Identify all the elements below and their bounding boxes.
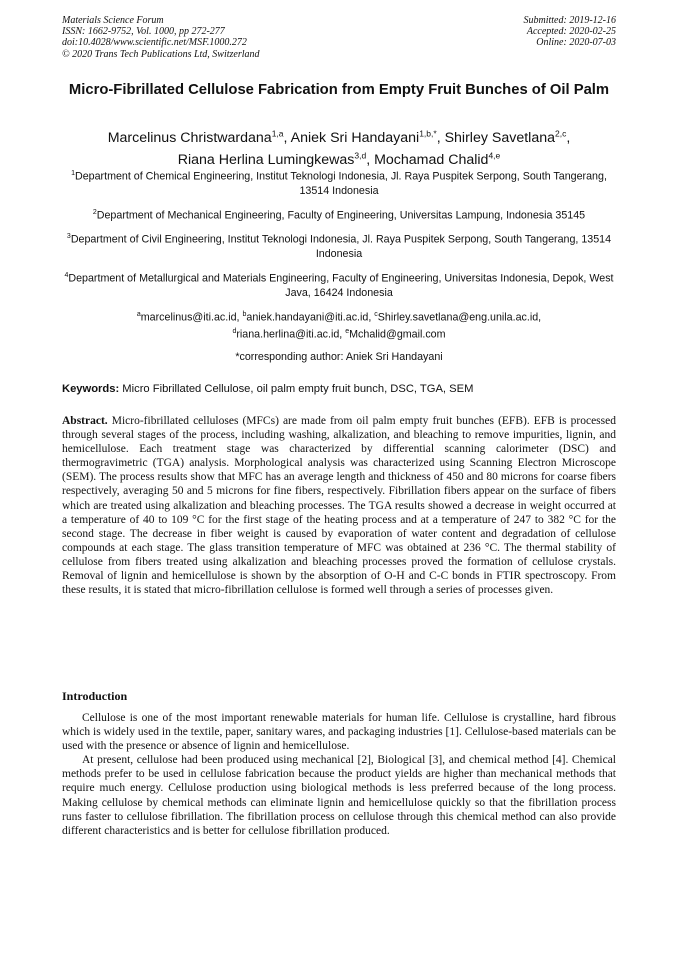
introduction-body (62, 711, 616, 838)
email: Mchalid@gmail.com (349, 328, 446, 341)
abstract-label: Abstract. (62, 415, 108, 427)
journal-doi: doi:10.4028/www.scientific.net/MSF.1000.272 (62, 37, 247, 49)
paragraph: At present, cellulose had been produced using mechanical [2], Biological [3], and chemical method [4]. Chemical methods prefer to be used in cellulose fabrication because the product yields are higher than mechanical methods that require much energy. Cellulose production using biological methods is less preferred because of the long process. Making cellulose by chemical methods can eliminate lignin and hemicellulose quickly so that the fibrillation process runs faster to cellulose fibrillation. The fibrillation process on cellulose through this chemical method can also provide different characteristics and is better for cellulose fibrillation produced. (62, 754, 616, 837)
accepted-date: Accepted: 2020-02-25 (526, 26, 616, 38)
author: Shirley Savetlana$^{2,c}$, (444, 128, 571, 146)
author: Riana Herlina Lumingkewas$^{3,d}$, (177, 150, 375, 169)
paper-title: Micro-Fibrillated Cellulose Fabrication from Empty Fruit Bunches of Oil Palm (68, 82, 610, 98)
paragraph: Cellulose is one of the most important renewable materials for human life. Cellulose is crystalline, hard fibrous which is widely used in the textile, paper, sanitary wares, and packaging industries [1]. Cellulose-based materials can be used with the presence or absence of lignin and hemicellulose. (62, 712, 616, 753)
affiliations (62, 167, 616, 364)
author-list (62, 124, 616, 169)
corresponding-author: *corresponding author: Aniek Sri Handayani (235, 350, 443, 363)
abstract-text: Micro-fibrillated celluloses (MFCs) are made from oil palm empty fruit bunches (EFB). EFB is processed through several stages of the process, including washing, alkalization, and bleaching to remove impurities, lignin, and hemicellulose. Each treatment stage was characterized by differential scanning calorimeter (DSC) and thermogravimetric (TGA) analysis. Morphological analysis was characterized using Scanning Electron Microscope (SEM). The process results show that MFC has an average length and thickness of 450 and 80 microns for coarse fibers respectively, averaging 50 and 5 microns for fine fibers, respectively. Fibrillation fibers appear on the surface of fibers which are treated using alkalization and bleaching processes. The TGA results showed a decrease in weight occurred at a temperature of 40 to 109 °C for the first stage of the heating process and at a temperature of 247 to 382 °C for the second stage. The decrease in fiber weight is caused by evaporation of water content and degradation of cellulose compounds at each stage. The glass transition temperature of MFC was obtained at 236 °C. The thermal stability of cellulose from fibers treated using alkalization and bleaching processes proved the formation of cellulose crystals. Removal of lignin and hemicellulose is shown by the absorption of O-H and C-C bonds in FTIR spectroscopy. From these results, it is stated that micro-fibrillation cellulose is formed well through a series of processes given. (62, 415, 616, 597)
journal-issn: ISSN: 1662-9752, Vol. 1000, pp 272-277 (62, 26, 225, 38)
email-list: $^a$marcelinus@iti.ac.id, $^b$aniek.handayani@iti.ac.id, $^c$Shirley.savetlana@eng.unila.ac.id, $^d$riana.herlina@iti.ac.id, $^e$Mchalid@gmail.com (136, 311, 542, 341)
affiliation: $^3$Department of Civil Engineering, Institut Teknologi Indonesia, Jl. Raya Puspitek Serpong, South Tangerang, 13514 Indonesia (66, 233, 612, 261)
keywords (62, 382, 616, 396)
email: aniek.handayani@iti.ac.id, (246, 311, 375, 324)
publication-dates (524, 15, 617, 49)
email: marcelinus@iti.ac.id, (140, 311, 243, 324)
author: Mochamad Chalid$^{4,e}$ (374, 150, 501, 169)
abstract (62, 414, 616, 597)
affiliation: $^4$Department of Metallurgical and Materials Engineering, Faculty of Engineering, Universitas Indonesia, Depok, West Java, 16424 Indonesia (64, 272, 614, 300)
email: Shirley.savetlana@eng.unila.ac.id, (377, 311, 542, 324)
journal-name: Materials Science Forum (62, 15, 164, 26)
keywords-label: Keywords: (62, 383, 120, 395)
keywords-text: Micro Fibrillated Cellulose, oil palm empty fruit bunch, DSC, TGA, SEM (119, 383, 474, 395)
email: riana.herlina@iti.ac.id, (236, 328, 346, 341)
author: Aniek Sri Handayani$^{1,b,*}$, (290, 128, 445, 146)
submitted-date: Submitted: 2019-12-16 (523, 15, 616, 26)
section-heading: Introduction (62, 689, 128, 703)
affiliation: $^1$Department of Chemical Engineering, Institut Teknologi Indonesia, Jl. Raya Puspitek Serpong, South Tangerang, 13514 Indonesia (71, 170, 607, 197)
journal-copyright: © 2020 Trans Tech Publications Ltd, Switzerland (62, 48, 260, 60)
online-date: Online: 2020-07-03 (536, 37, 616, 49)
author: Marcelinus Christwardana$^{1,a}$, (107, 128, 291, 146)
affiliation: $^2$Department of Mechanical Engineering, Faculty of Engineering, Universitas Lampung, Indonesia 35145 (92, 208, 586, 222)
journal-info (62, 15, 260, 60)
